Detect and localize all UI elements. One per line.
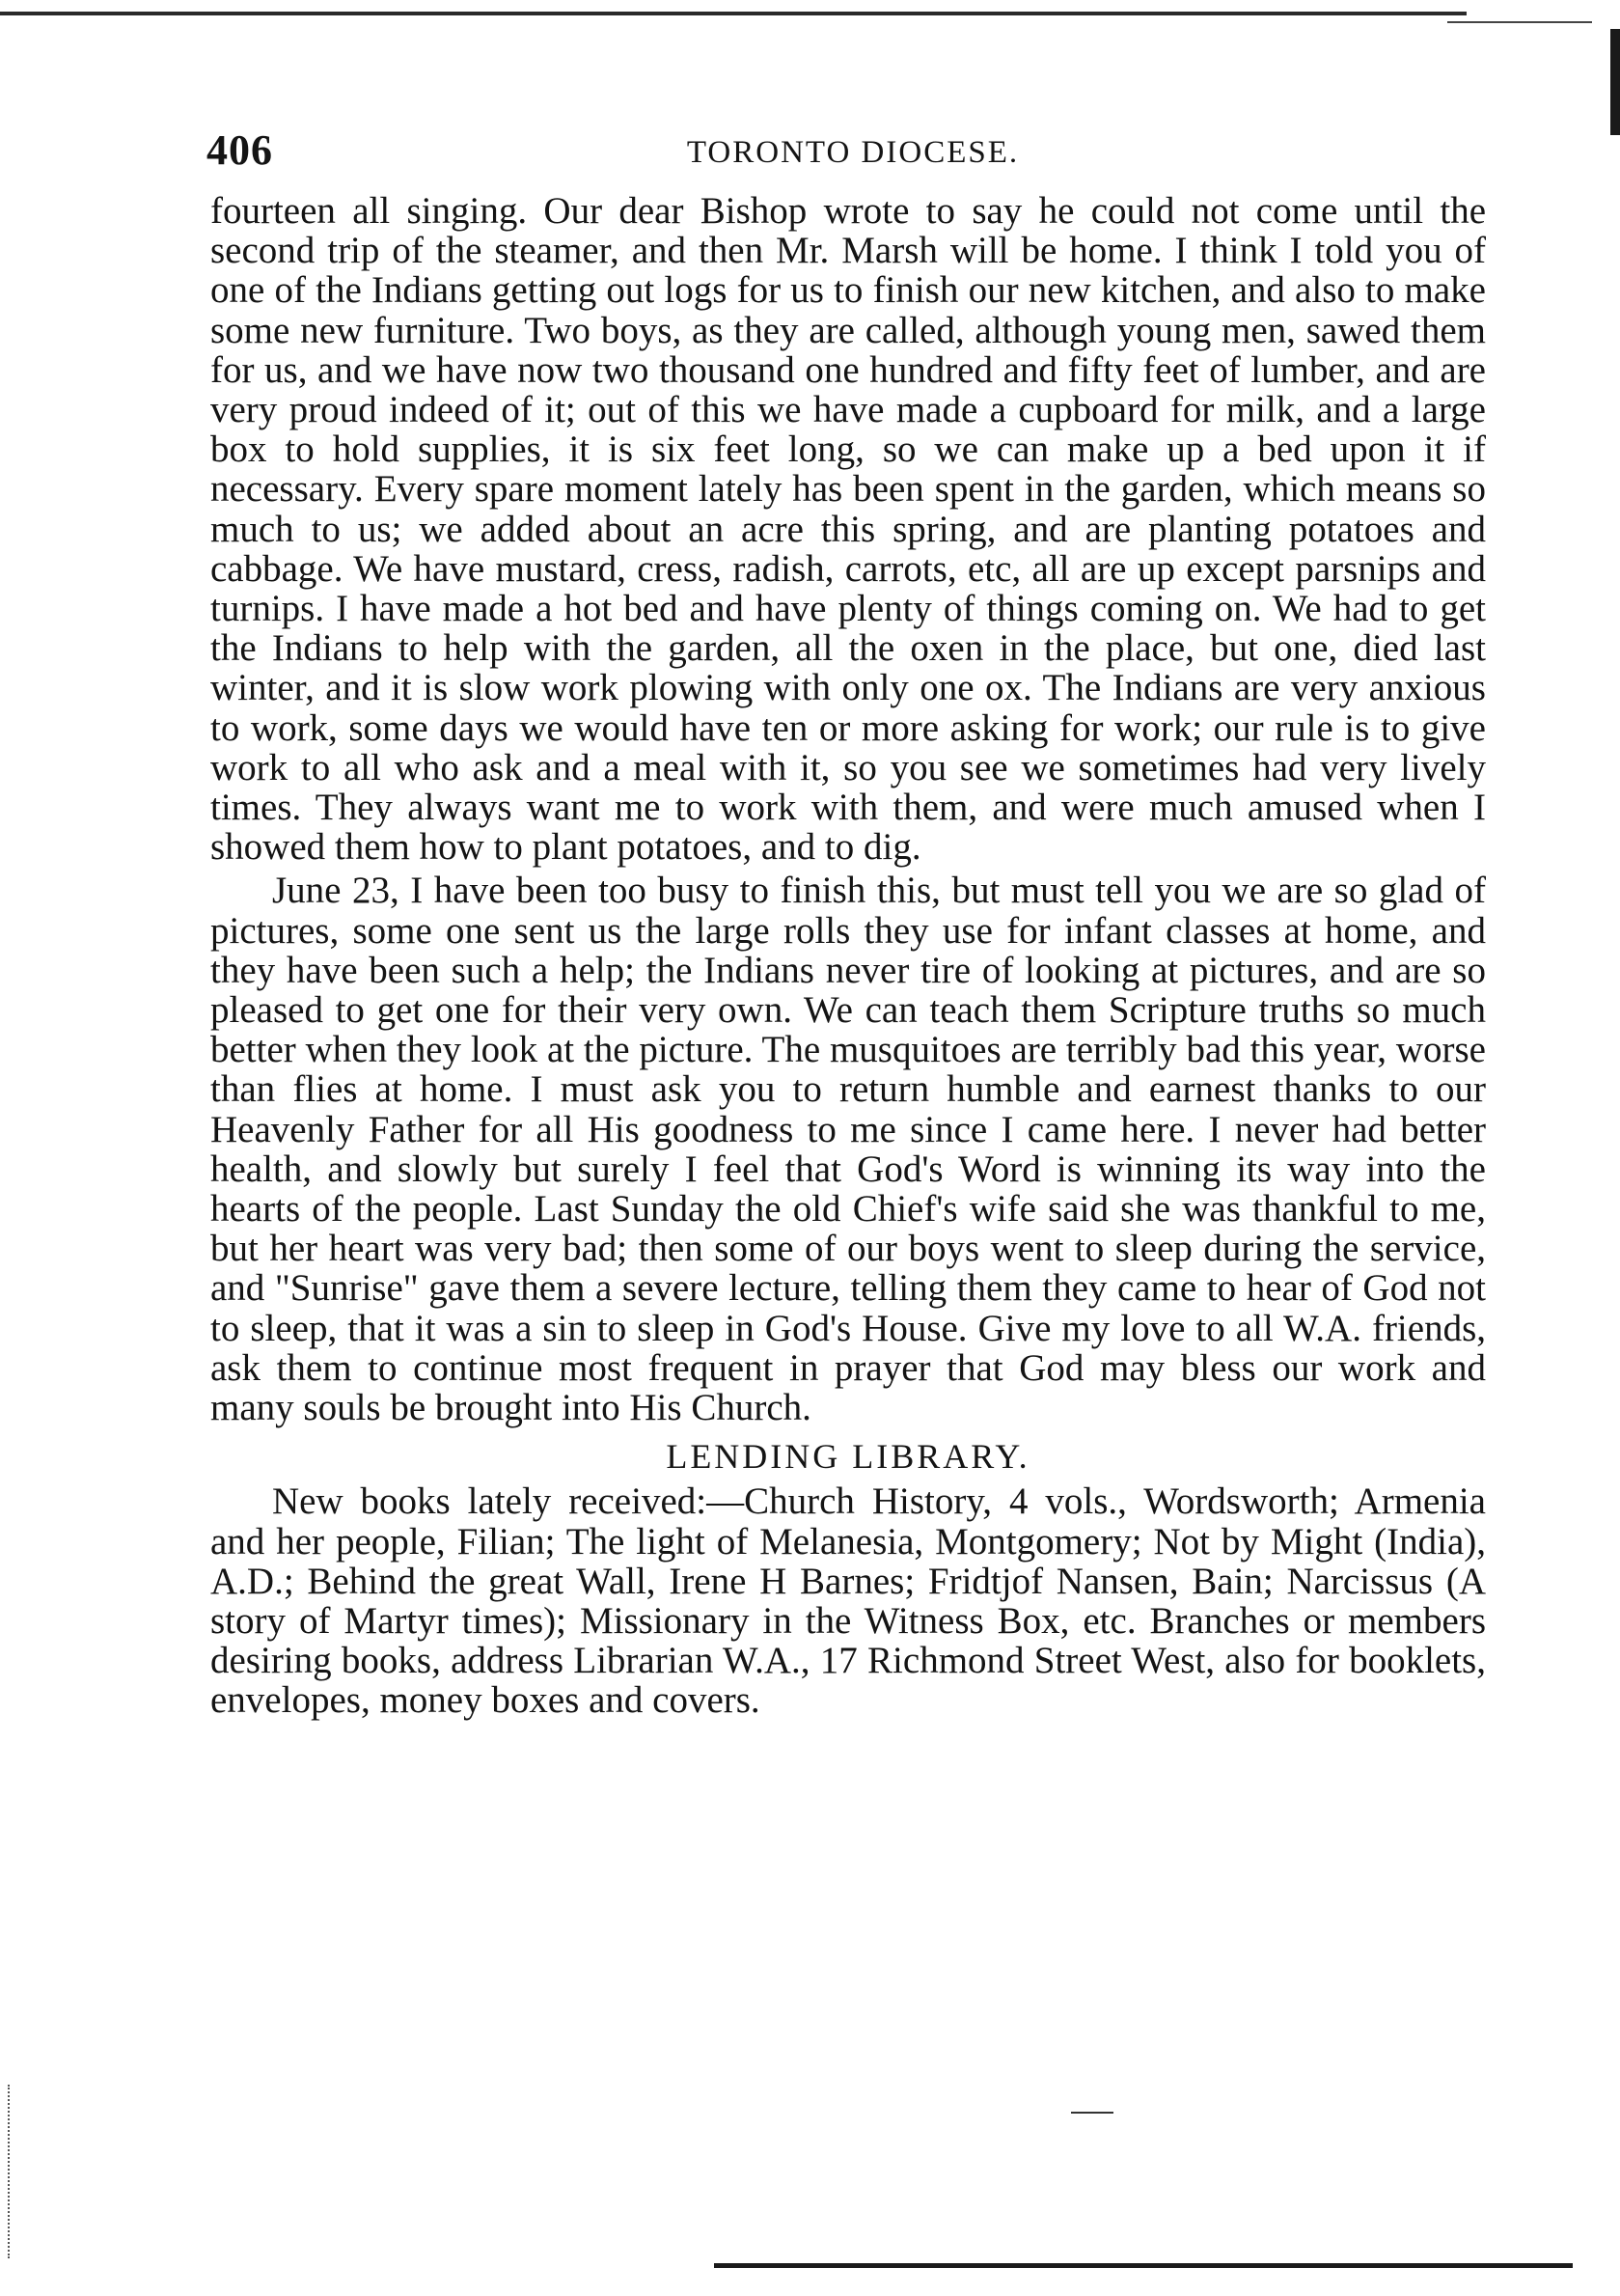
margin-marks <box>8 2085 15 2258</box>
running-head <box>206 125 1486 191</box>
page-number: 406 <box>206 126 273 174</box>
bottom-rule <box>714 2263 1573 2268</box>
body-paragraph-1: fourteen all singing. Our dear Bishop wrote to say he could not come until the second trip of the steamer, and then Mr. Marsh will be home. I think I told you of one of the Indians getting out logs for us to finish our new kitchen, and also to make some new furniture. Two boys, as they are called, although young men, sawed them for us, and we have now two thousand one hundred and fifty feet of lumber, and are very proud indeed of it; out of this we have made a cupboard for milk, and a large box to hold supplies, it is six feet long, so we can make up a bed upon it if necessary. Every spare moment lately has been spent in the garden, which means so much to us; we added about an acre this spring, and are planting potatoes and cabbage. We have mustard, cress, radish, carrots, etc, all are up except parsnips and turnips. I have made a hot bed and have plenty of things coming on. We had to get the Indians to help with the garden, all the oxen in the place, but one, died last winter, and it is slow work plowing with only one ox. The Indians are very anxious to work, some days we would have ten or more asking for work; our rule is to give work to all who ask and a meal with it, so you see we sometimes had very lively times. They always want me to work with them, and were much amused when I showed them how to plant potatoes, and to dig. <box>210 190 1486 869</box>
section-heading-lending-library: LENDING LIBRARY. <box>666 1437 1030 1477</box>
running-title: TORONTO DIOCESE. <box>686 135 1020 170</box>
body-paragraph-2: June 23, I have been too busy to finish this, but must tell you we are so glad of pictures, some one sent us the large rolls they use for infant classes at home, and they have been such a help; the Indians never tire of looking at pictures, and are so pleased to get one for their very own. We can teach them Scripture truths so much better when they look at the picture. The musquitoes are terribly bad this year, worse than flies at home. I must ask you to return humble and earnest thanks to our Heavenly Father for all His goodness to me since I came here. I never had better health, and slowly but surely I feel that God's Word is winning its way into the hearts of the people. Last Sunday the old Chief's wife said she was thankful to me, but her heart was very bad; then some of our boys went to sleep during the service, and "Sunrise" gave them a severe lecture, telling them they came to hear of God not to sleep, that it was a sin to sleep in God's House. Give my love to all W.A. friends, ask them to continue most frequent in prayer that God may bless our work and many souls be brought into His Church. <box>210 870 1486 1429</box>
top-rule-faint <box>1447 21 1592 23</box>
lending-library-paragraph: New books lately received:—Church History, 4 vols., Wordsworth; Armenia and her people, Filian; The light of Melanesia, Montgomery; Not by Might (India), A.D.; Behind the great Wall, Irene H Barnes; Fridtjof Nansen, Bain; Narcissus (A story of Martyr times); Missionary in the Witness Box, etc. Branches or members desiring books, address Librarian W.A., 17 Richmond Street West, also for booklets, envelopes, money boxes and covers. <box>210 1480 1486 1722</box>
end-dash <box>1071 2112 1113 2114</box>
book-page <box>206 125 1486 1722</box>
page-edge-shadow <box>1610 29 1620 135</box>
top-rule <box>0 12 1467 15</box>
